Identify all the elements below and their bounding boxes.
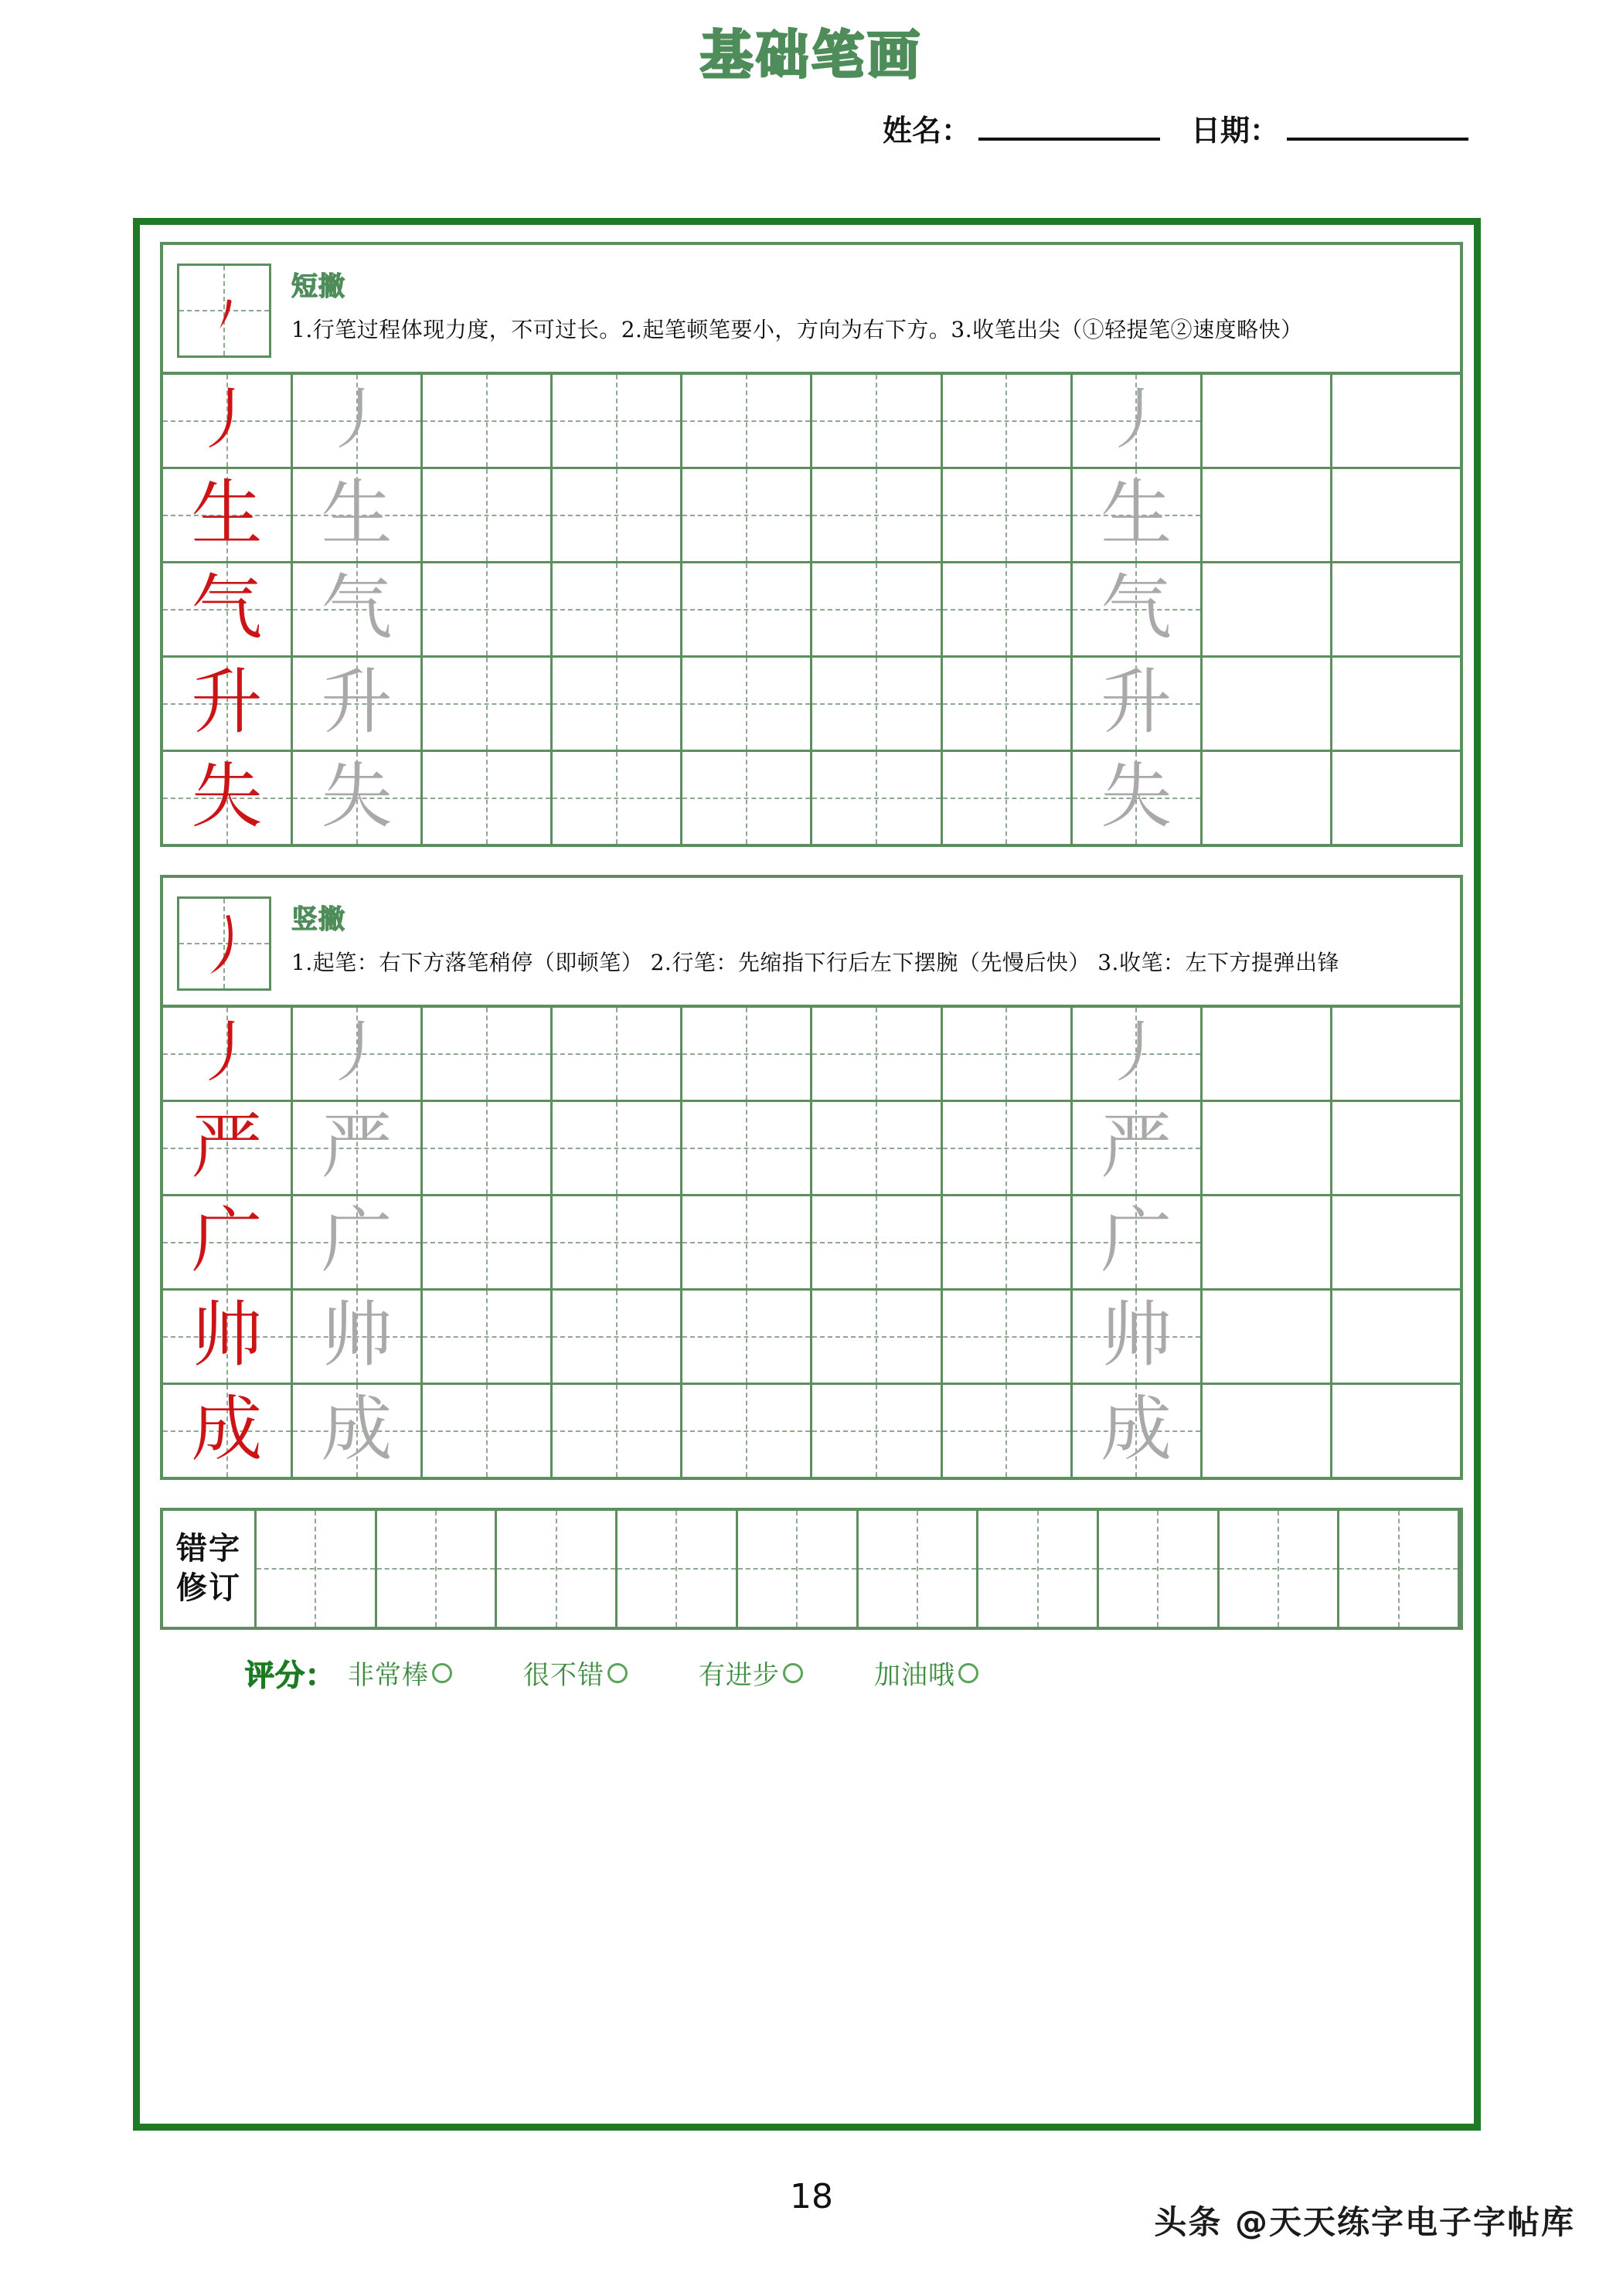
- practice-cell[interactable]: [163, 658, 293, 750]
- cell-center-horizontal-guide: [682, 1430, 810, 1432]
- practice-cell[interactable]: [1203, 563, 1332, 655]
- practice-cell[interactable]: [978, 1511, 1099, 1627]
- score-option[interactable]: [348, 1654, 452, 1692]
- practice-row: [163, 561, 1460, 655]
- practice-cell[interactable]: [163, 752, 293, 844]
- cell-center-horizontal-guide: [553, 1053, 680, 1055]
- name-input-blank[interactable]: [978, 111, 1160, 141]
- practice-cell[interactable]: [1332, 1102, 1460, 1194]
- cell-center-horizontal-guide: [812, 1242, 940, 1243]
- cell-center-horizontal-guide: [1339, 1568, 1458, 1570]
- practice-cell[interactable]: [1203, 375, 1332, 467]
- practice-cell[interactable]: [1073, 1008, 1203, 1100]
- practice-cell[interactable]: [293, 1385, 423, 1477]
- practice-cell[interactable]: [1203, 469, 1332, 561]
- cell-center-horizontal-guide: [943, 1430, 1070, 1432]
- practice-cell[interactable]: [1203, 1291, 1332, 1383]
- practice-cell[interactable]: [682, 469, 812, 561]
- practice-cell[interactable]: [163, 469, 293, 561]
- cell-center-horizontal-guide: [682, 420, 810, 422]
- cell-center-horizontal-guide: [423, 1430, 550, 1432]
- practice-cell[interactable]: [812, 1385, 942, 1477]
- practice-row: [163, 375, 1460, 467]
- trace-character: 气: [1101, 566, 1172, 649]
- model-character: 帅: [191, 1293, 263, 1376]
- practice-cell[interactable]: [1203, 658, 1332, 750]
- practice-cell[interactable]: [163, 1196, 293, 1288]
- cell-center-horizontal-guide: [682, 1148, 810, 1149]
- watermark-credit: 头条 @天天练字电子字帖库: [1154, 2203, 1575, 2241]
- cell-center-horizontal-guide: [812, 1430, 940, 1432]
- practice-cell[interactable]: [293, 1291, 423, 1383]
- trace-character: 失: [1101, 754, 1172, 838]
- stroke-description: 1.起笔：右下方落笔稍停（即顿笔） 2.行笔：先缩指下行后左下摆腕（先慢后快） 3.收笔：左下方提弹出锋: [291, 950, 1339, 975]
- practice-cell[interactable]: [1332, 1291, 1460, 1383]
- practice-cell[interactable]: [618, 1511, 738, 1627]
- cell-center-horizontal-guide: [682, 1242, 810, 1243]
- practice-cell[interactable]: [293, 658, 423, 750]
- practice-cell[interactable]: [1099, 1511, 1220, 1627]
- cell-center-horizontal-guide: [812, 420, 940, 422]
- cell-center-horizontal-guide: [1099, 1568, 1217, 1570]
- score-option-label: 加油哦: [874, 1660, 956, 1691]
- cell-center-horizontal-guide: [682, 515, 810, 516]
- cell-center-horizontal-guide: [943, 703, 1070, 705]
- cell-center-horizontal-guide: [682, 1336, 810, 1338]
- practice-cell[interactable]: [943, 1385, 1073, 1477]
- stroke-demo-box: [177, 896, 271, 991]
- practice-cell[interactable]: [293, 1196, 423, 1288]
- trace-character: 失: [321, 754, 393, 838]
- cell-center-horizontal-guide: [553, 798, 680, 799]
- cell-center-horizontal-guide: [943, 1148, 1070, 1149]
- model-character: 丿: [193, 1013, 260, 1091]
- practice-cell[interactable]: [1073, 563, 1203, 655]
- cell-center-horizontal-guide: [812, 609, 940, 611]
- trace-character: 气: [321, 566, 393, 649]
- practice-cell[interactable]: [1073, 469, 1203, 561]
- name-field-group: [883, 107, 1160, 149]
- stroke-name: 竖撇: [291, 904, 345, 935]
- practice-row: [163, 1288, 1460, 1383]
- practice-cell[interactable]: [553, 1102, 682, 1194]
- practice-cell[interactable]: [423, 563, 553, 655]
- stroke-description: 1.行笔过程体现力度，不可过长。2.起笔顿笔要小，方向为右下方。3.收笔出尖（①轻提笔②速度略快）: [291, 317, 1303, 342]
- worksheet-content: [160, 242, 1463, 2112]
- practice-cell[interactable]: [1332, 563, 1460, 655]
- practice-cell[interactable]: [1203, 1196, 1332, 1288]
- practice-row: [163, 467, 1460, 561]
- practice-cell[interactable]: [738, 1511, 859, 1627]
- practice-cell[interactable]: [1203, 1385, 1332, 1477]
- practice-cell[interactable]: [423, 1008, 553, 1100]
- cell-center-horizontal-guide: [682, 1053, 810, 1055]
- score-options: [348, 1654, 1050, 1692]
- vertical-pie-stroke-art: [179, 899, 269, 988]
- stroke-section-text: [291, 264, 1446, 347]
- trace-character: 生: [321, 471, 393, 555]
- date-input-blank[interactable]: [1287, 111, 1468, 141]
- practice-cell[interactable]: [1332, 752, 1460, 844]
- stroke-demo-box: [177, 264, 271, 358]
- practice-cell[interactable]: [423, 1385, 553, 1477]
- practice-row: [163, 1194, 1460, 1288]
- page-number: 18: [790, 2177, 833, 2216]
- cell-center-horizontal-guide: [423, 609, 550, 611]
- practice-cell[interactable]: [682, 375, 812, 467]
- correction-label-line2: 修订: [176, 1570, 241, 1606]
- practice-cell[interactable]: [553, 658, 682, 750]
- practice-cell[interactable]: [163, 1291, 293, 1383]
- practice-row: [163, 1383, 1460, 1477]
- cell-center-horizontal-guide: [553, 1148, 680, 1149]
- practice-row: [163, 1100, 1460, 1194]
- trace-character: 成: [321, 1387, 393, 1471]
- practice-row: [163, 1008, 1460, 1100]
- cell-center-horizontal-guide: [257, 1568, 375, 1570]
- practice-cell[interactable]: [163, 1102, 293, 1194]
- practice-cell[interactable]: [943, 752, 1073, 844]
- cell-center-horizontal-guide: [553, 703, 680, 705]
- score-label: 评分：: [245, 1658, 336, 1692]
- short-pie-stroke-art: [179, 266, 269, 355]
- cell-center-horizontal-guide: [553, 609, 680, 611]
- cell-center-horizontal-guide: [682, 703, 810, 705]
- trace-character: 丿: [1103, 1013, 1170, 1091]
- worksheet-frame: [133, 218, 1481, 2131]
- model-character: 成: [191, 1387, 263, 1471]
- score-row: [160, 1630, 1463, 1699]
- score-option[interactable]: [874, 1654, 978, 1692]
- practice-cell[interactable]: [812, 1008, 942, 1100]
- correction-label-line1: 错字: [176, 1530, 241, 1566]
- page-header: [0, 0, 1623, 149]
- score-option-circle-icon[interactable]: [607, 1663, 628, 1683]
- trace-character: 严: [321, 1104, 393, 1188]
- cell-center-horizontal-guide: [943, 1336, 1070, 1338]
- page-title: 基础笔画: [699, 26, 923, 87]
- cell-center-horizontal-guide: [423, 703, 550, 705]
- practice-cell[interactable]: [682, 658, 812, 750]
- model-character: 严: [191, 1104, 263, 1188]
- practice-cell[interactable]: [377, 1511, 498, 1627]
- practice-cell[interactable]: [812, 1102, 942, 1194]
- practice-cell[interactable]: [943, 658, 1073, 750]
- cell-center-horizontal-guide: [553, 1242, 680, 1243]
- practice-cell[interactable]: [293, 375, 423, 467]
- cell-center-horizontal-guide: [423, 420, 550, 422]
- model-character: 升: [191, 660, 263, 743]
- practice-cell[interactable]: [1073, 1385, 1203, 1477]
- score-option-circle-icon[interactable]: [783, 1663, 803, 1683]
- practice-cell[interactable]: [1220, 1511, 1340, 1627]
- practice-cell[interactable]: [423, 658, 553, 750]
- score-option-label: 很不错: [523, 1660, 605, 1691]
- practice-cell[interactable]: [293, 1102, 423, 1194]
- trace-character: 广: [1101, 1199, 1172, 1282]
- correction-label: [163, 1511, 257, 1627]
- practice-cell[interactable]: [682, 1291, 812, 1383]
- practice-cell[interactable]: [1332, 375, 1460, 467]
- trace-character: 丿: [323, 380, 390, 458]
- practice-cell[interactable]: [423, 752, 553, 844]
- cell-center-horizontal-guide: [553, 420, 680, 422]
- cell-center-horizontal-guide: [943, 798, 1070, 799]
- practice-cell[interactable]: [943, 1291, 1073, 1383]
- practice-cell[interactable]: [423, 1291, 553, 1383]
- practice-cell[interactable]: [812, 469, 942, 561]
- practice-cell[interactable]: [1332, 1008, 1460, 1100]
- cell-center-horizontal-guide: [682, 609, 810, 611]
- practice-cell[interactable]: [682, 1102, 812, 1194]
- practice-cell[interactable]: [293, 563, 423, 655]
- practice-cell[interactable]: [943, 469, 1073, 561]
- cell-center-horizontal-guide: [738, 1568, 856, 1570]
- practice-row: [163, 750, 1460, 844]
- trace-character: 丿: [323, 1013, 390, 1091]
- practice-cell[interactable]: [812, 1196, 942, 1288]
- practice-cell[interactable]: [553, 375, 682, 467]
- practice-cell[interactable]: [497, 1511, 618, 1627]
- correction-row: [160, 1508, 1463, 1630]
- trace-character: 成: [1101, 1387, 1172, 1471]
- cell-center-horizontal-guide: [812, 1053, 940, 1055]
- model-character: 气: [191, 566, 263, 649]
- date-label: 日期：: [1190, 114, 1279, 148]
- practice-cell[interactable]: [1203, 1102, 1332, 1194]
- stroke-section: [160, 875, 1463, 1480]
- practice-cell[interactable]: [553, 1385, 682, 1477]
- model-character: 广: [191, 1199, 263, 1282]
- practice-cell[interactable]: [812, 563, 942, 655]
- cell-center-horizontal-guide: [377, 1568, 495, 1570]
- practice-cell[interactable]: [812, 752, 942, 844]
- practice-cell[interactable]: [682, 752, 812, 844]
- cell-center-horizontal-guide: [553, 1430, 680, 1432]
- practice-cell[interactable]: [423, 375, 553, 467]
- trace-character: 广: [321, 1199, 393, 1282]
- practice-cell[interactable]: [163, 1008, 293, 1100]
- trace-character: 升: [321, 660, 393, 743]
- cell-center-horizontal-guide: [553, 1336, 680, 1338]
- page-footer: [0, 2169, 1623, 2262]
- trace-character: 严: [1101, 1104, 1172, 1188]
- practice-cell[interactable]: [812, 1291, 942, 1383]
- practice-cell[interactable]: [1073, 752, 1203, 844]
- practice-row: [163, 655, 1460, 750]
- cell-center-horizontal-guide: [943, 420, 1070, 422]
- practice-cell[interactable]: [682, 563, 812, 655]
- practice-cell[interactable]: [943, 1008, 1073, 1100]
- practice-cell[interactable]: [553, 469, 682, 561]
- cell-center-horizontal-guide: [943, 1242, 1070, 1243]
- stroke-section-header: [163, 245, 1460, 372]
- correction-cells: [257, 1511, 1460, 1627]
- practice-cell[interactable]: [293, 1008, 423, 1100]
- practice-cell[interactable]: [1332, 658, 1460, 750]
- practice-cell[interactable]: [682, 1008, 812, 1100]
- practice-cell[interactable]: [553, 1196, 682, 1288]
- practice-cell[interactable]: [1332, 469, 1460, 561]
- cell-center-horizontal-guide: [1220, 1568, 1338, 1570]
- practice-cell[interactable]: [423, 1102, 553, 1194]
- cell-center-horizontal-guide: [812, 703, 940, 705]
- practice-cell[interactable]: [943, 1196, 1073, 1288]
- date-field-group: [1191, 107, 1468, 149]
- practice-cell[interactable]: [943, 1102, 1073, 1194]
- practice-cell[interactable]: [1073, 1102, 1203, 1194]
- cell-center-horizontal-guide: [423, 1053, 550, 1055]
- cell-center-horizontal-guide: [682, 798, 810, 799]
- model-character: 生: [191, 471, 263, 555]
- practice-cell[interactable]: [423, 1196, 553, 1288]
- practice-cell[interactable]: [553, 1291, 682, 1383]
- cell-center-horizontal-guide: [943, 609, 1070, 611]
- stroke-section-text: [291, 896, 1446, 980]
- practice-grid: [163, 1005, 1460, 1477]
- score-option-circle-icon[interactable]: [958, 1663, 978, 1683]
- stroke-sections: [160, 242, 1463, 1480]
- practice-grid: [163, 372, 1460, 844]
- practice-cell[interactable]: [812, 375, 942, 467]
- score-option-label: 非常棒: [348, 1660, 430, 1691]
- practice-cell[interactable]: [943, 375, 1073, 467]
- practice-cell[interactable]: [293, 752, 423, 844]
- cell-center-horizontal-guide: [812, 1148, 940, 1149]
- practice-cell[interactable]: [943, 563, 1073, 655]
- score-option-label: 有进步: [699, 1660, 781, 1691]
- practice-cell[interactable]: [1203, 1008, 1332, 1100]
- name-label: 姓名：: [882, 114, 971, 148]
- cell-center-horizontal-guide: [423, 1336, 550, 1338]
- cell-center-horizontal-guide: [978, 1568, 1097, 1570]
- practice-cell[interactable]: [293, 469, 423, 561]
- practice-cell[interactable]: [553, 1008, 682, 1100]
- cell-center-horizontal-guide: [812, 1336, 940, 1338]
- trace-character: 生: [1101, 471, 1172, 555]
- score-option[interactable]: [523, 1654, 628, 1692]
- practice-cell[interactable]: [1203, 752, 1332, 844]
- practice-cell[interactable]: [257, 1511, 377, 1627]
- practice-cell[interactable]: [859, 1511, 979, 1627]
- model-character: 丿: [193, 380, 260, 458]
- practice-cell[interactable]: [163, 563, 293, 655]
- practice-cell[interactable]: [682, 1196, 812, 1288]
- practice-cell[interactable]: [1073, 375, 1203, 467]
- practice-cell[interactable]: [1332, 1385, 1460, 1477]
- practice-cell[interactable]: [163, 375, 293, 467]
- cell-center-horizontal-guide: [943, 1053, 1070, 1055]
- practice-cell[interactable]: [553, 752, 682, 844]
- cell-center-horizontal-guide: [618, 1568, 736, 1570]
- cell-center-horizontal-guide: [423, 798, 550, 799]
- stroke-name: 短撇: [291, 271, 345, 302]
- cell-center-horizontal-guide: [859, 1568, 977, 1570]
- practice-cell[interactable]: [1073, 1196, 1203, 1288]
- trace-character: 丿: [1103, 380, 1170, 458]
- practice-cell[interactable]: [1073, 658, 1203, 750]
- practice-cell[interactable]: [1332, 1196, 1460, 1288]
- practice-cell[interactable]: [812, 658, 942, 750]
- cell-center-horizontal-guide: [423, 1148, 550, 1149]
- model-character: 失: [191, 754, 263, 838]
- practice-cell[interactable]: [553, 563, 682, 655]
- trace-character: 升: [1101, 660, 1172, 743]
- practice-cell[interactable]: [423, 469, 553, 561]
- cell-center-horizontal-guide: [812, 798, 940, 799]
- practice-cell[interactable]: [1073, 1291, 1203, 1383]
- practice-cell[interactable]: [682, 1385, 812, 1477]
- trace-character: 帅: [321, 1293, 393, 1376]
- trace-character: 帅: [1101, 1293, 1172, 1376]
- cell-center-horizontal-guide: [812, 515, 940, 516]
- student-meta-row: [0, 107, 1623, 149]
- practice-cell[interactable]: [163, 1385, 293, 1477]
- cell-center-horizontal-guide: [943, 515, 1070, 516]
- score-option-circle-icon[interactable]: [432, 1663, 452, 1683]
- practice-cell[interactable]: [1339, 1511, 1460, 1627]
- cell-center-horizontal-guide: [423, 1242, 550, 1243]
- cell-center-horizontal-guide: [553, 515, 680, 516]
- score-option[interactable]: [699, 1654, 803, 1692]
- stroke-section-header: [163, 878, 1460, 1005]
- cell-center-horizontal-guide: [497, 1568, 615, 1570]
- cell-center-horizontal-guide: [423, 515, 550, 516]
- stroke-section: [160, 242, 1463, 847]
